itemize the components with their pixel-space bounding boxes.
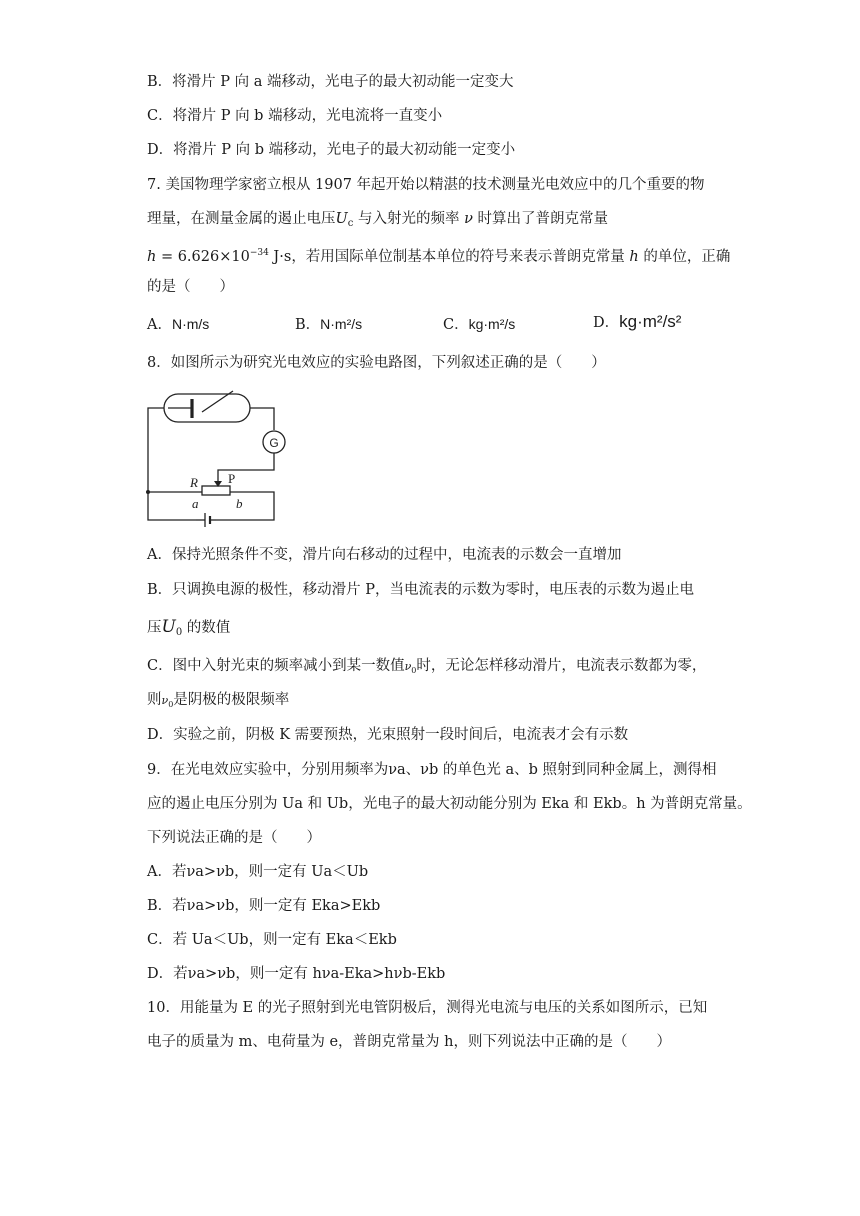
- q8-option-c-line1: [147, 656, 706, 681]
- symbol-u: U: [335, 211, 348, 227]
- q10-stem-line2: 电子的质量为 m、电荷量为 e，普朗克常量为 h，则下列说法中正确的是（ ）: [147, 1034, 671, 1050]
- option-key: C．: [443, 317, 469, 333]
- subscript-0: 0: [175, 627, 183, 638]
- q6-option-c: C．将滑片 P 向 b 端移动，光电流将一直变小: [147, 108, 443, 124]
- symbol-nu: ν: [464, 211, 473, 227]
- q7-option-a: [147, 313, 209, 334]
- q9-option-d: D．若νa>νb，则一定有 hνa-Eka>hνb-Ekb: [147, 966, 446, 982]
- q7-options: [147, 313, 707, 335]
- label-r: R: [190, 475, 198, 490]
- right-wire: [250, 408, 274, 430]
- q8-option-c-line2: [147, 690, 289, 715]
- rheostat: [202, 486, 230, 495]
- slider-wire: [218, 453, 274, 482]
- q7-text: 时算出了普朗克常量: [472, 211, 608, 227]
- q8-option-a: A．保持光照条件不变，滑片向右移动的过程中，电流表的示数会一直增加: [147, 547, 622, 563]
- q8-option-b-line2: [147, 617, 230, 643]
- label-g: G: [269, 436, 279, 450]
- symbol-h: h: [147, 249, 157, 265]
- photoelectric-circuit-diagram: [140, 388, 300, 528]
- option-text: N·m²/s: [320, 316, 363, 332]
- unit: J·s: [268, 249, 292, 265]
- q7-text: 与入射光的频率: [353, 211, 465, 227]
- option-key: B．: [295, 317, 321, 333]
- option-key: A．: [147, 317, 172, 333]
- q7-text: ，若用国际单位制基本单位的符号来表示普朗克常量: [291, 249, 630, 265]
- q9-option-c: C．若 Ua＜Ub，则一定有 Eka＜Ekb: [147, 932, 397, 948]
- q7-stem-line1: 7. 美国物理学家密立根从 1907 年起开始以精湛的技术测量光电效应中的几个重要的物: [147, 177, 705, 193]
- q8-text: 的数值: [182, 620, 231, 636]
- q7-text: 理量，在测量金属的遏止电压: [147, 211, 336, 227]
- q9-stem-line2: 应的遏止电压分别为 Ua 和 Ub，光电子的最大初动能分别为 Eka 和 Ekb。h 为普朗克常量。: [147, 796, 752, 812]
- subscript-0: 0: [411, 666, 417, 675]
- planck-value: = 6.626×10: [156, 249, 250, 265]
- q6-option-d: D．将滑片 P 向 b 端移动，光电子的最大初动能一定变小: [147, 142, 516, 158]
- q8-text: 则: [147, 692, 162, 708]
- exponent: −34: [249, 248, 269, 258]
- q7-stem-line4: 的是（ ）: [147, 279, 234, 295]
- q7-option-b: [295, 313, 362, 334]
- q9-stem-line3: 下列说法正确的是（ ）: [147, 830, 321, 846]
- q8-option-b-line1: B．只调换电源的极性，移动滑片 P，当电流表的示数为零时，电压表的示数为遏止电: [147, 582, 695, 598]
- q7-text: 的单位，正确: [638, 249, 731, 265]
- q7-stem-line3: [147, 243, 730, 267]
- label-a: a: [192, 496, 199, 511]
- option-text: kg·m²/s²: [619, 312, 682, 331]
- junction-dot: [146, 490, 150, 494]
- q9-stem-line1: 9．在光电效应实验中，分别用频率为νa、νb 的单色光 a、b 照射到同种金属上，测得相: [147, 762, 717, 778]
- symbol-nu: ν: [161, 694, 169, 707]
- symbol-u: U: [161, 617, 176, 637]
- option-text: kg·m²/s: [468, 316, 516, 332]
- q9-option-b: B．若νa>νb，则一定有 Eka>Ekb: [147, 898, 381, 914]
- option-text: N·m/s: [171, 316, 210, 332]
- q7-option-c: [443, 313, 515, 334]
- q8-text: 是阴极的极限频率: [173, 692, 290, 708]
- q8-text: C．图中入射光束的频率减小到某一数值: [147, 658, 405, 674]
- label-b: b: [236, 496, 243, 511]
- option-key: D．: [593, 315, 620, 331]
- q8-stem: 8．如图所示为研究光电效应的实验电路图，下列叙述正确的是（ ）: [147, 355, 606, 371]
- q8-text: 时，无论怎样移动滑片，电流表示数都为零，: [416, 658, 707, 674]
- left-wire: [148, 408, 196, 520]
- q8-option-d: D．实验之前，阴极 K 需要预热，光束照射一段时间后，电流表才会有示数: [147, 727, 629, 743]
- symbol-nu: ν: [404, 660, 412, 673]
- q9-option-a: A．若νa>νb，则一定有 Ua＜Ub: [147, 864, 369, 880]
- q10-stem-line1: 10．用能量为 E 的光子照射到光电管阴极后，测得光电流与电压的关系如图所示，已知: [147, 1000, 708, 1016]
- subscript-c: c: [347, 218, 354, 229]
- label-p: P: [228, 471, 236, 486]
- q6-option-b: B．将滑片 P 向 a 端移动，光电子的最大初动能一定变大: [147, 74, 514, 90]
- q7-stem-line2: [147, 209, 608, 234]
- q7-option-d: [593, 311, 681, 332]
- q8-text: 压: [147, 620, 162, 636]
- rheostat-lead-b: [216, 492, 274, 520]
- symbol-h: h: [629, 249, 639, 265]
- subscript-0: 0: [168, 700, 174, 709]
